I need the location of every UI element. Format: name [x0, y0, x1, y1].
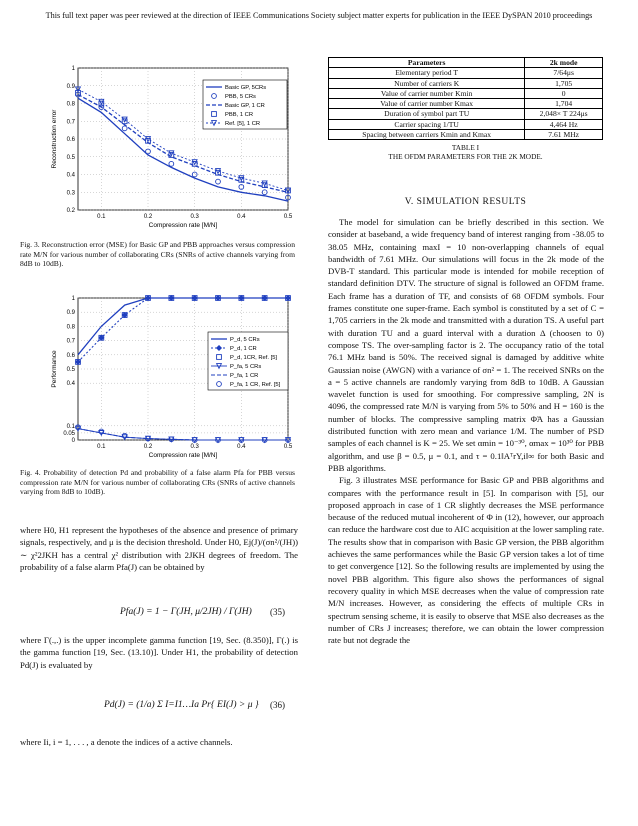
equation-36-number: (36) [270, 700, 285, 710]
table-row [329, 78, 603, 88]
table-cell: Duration of symbol part TU [329, 109, 525, 119]
equation-35: Pfa(J) = 1 − Γ(JH, μ/2JH) / Γ(JH) [120, 607, 252, 617]
table-cell: 4,464 Hz [525, 119, 603, 129]
legend-label: PBB, 5 CRs [225, 94, 256, 100]
right-column-text [328, 216, 604, 646]
y-tick-label: 0.5 [66, 367, 75, 373]
y-tick-label: 0.6 [66, 352, 75, 359]
legend-label: Basic GP, 5CRs [225, 85, 267, 91]
legend-label: PBB, 1 CR [225, 112, 254, 118]
figure-4-chart [18, 290, 298, 460]
table-caption-number: TABLE I [451, 143, 480, 152]
y-tick-label: 0.9 [66, 83, 75, 90]
legend-label: P_d, 5 CRs [230, 337, 260, 343]
x-tick-label: 0.3 [190, 214, 199, 220]
left-paragraph-1: where H0, H1 represent the hypotheses of the absence and presence of primary signals, respectively, and μ is the decision threshold. Under H0, Ej(J)/(σn²/(JH)) ∼ χ²2JKH has a central χ² distribution with 2JKH degrees of freedom. The probability of a false alarm Pfa(J) can be obtained by [20, 525, 298, 572]
legend-label: Basic GP, 1 CR [225, 103, 265, 109]
x-axis-label: Compression rate [M/N] [148, 222, 218, 229]
x-tick-label: 0.1 [97, 444, 106, 450]
table-cell: Number of carriers K [329, 78, 525, 88]
table-header: 2k mode [525, 58, 603, 68]
y-tick-label: 0.8 [66, 324, 75, 331]
table-row [329, 130, 603, 140]
y-tick-label: 0.05 [63, 430, 75, 437]
right-paragraph-2: Fig. 3 illustrates MSE performance for Basic GP and PBB algorithms and compares with the performance result in [5]. In comparison with [5], our proposed approach in case of 1 CR slightly decreases the MSE performance because of the reduced mutual incoherent of Φ in (12), however, our approach can reduce the hardware cost due to AIC acquisition at the lower sampling rate. The results show that in comparison with Basic GP version, the PBB algorithm achieves the same performances while the Basic GP version takes a lot of time to get convergence [12]. So the following results are implemented by using the novel PBB algorithm. This figure also shows the performances of signal recovery quality in which MSE decreases when the value of compression rate M/N increases. However, as considering the effects of multiple CRs in spectrum sensing scheme, it is easily to observe that MSE also decreases as the number of CRs J increases; therefore, we can obtain the lower compression rate but not degrade the [328, 475, 604, 646]
page-header: This full text paper was peer reviewed at the direction of IEEE Communications Society subject matter experts for publication in the IEEE DySPAN 2010 proceedings [45, 11, 593, 20]
table-cell: Carrier spacing 1/TU [329, 119, 525, 129]
table-cell: Value of carrier number Kmax [329, 99, 525, 109]
table-cell: 7.61 MHz [525, 130, 603, 140]
legend-label: P_fa, 1 CR, Ref. [5] [230, 382, 281, 388]
table-row [329, 109, 603, 119]
equation-36: Pd(J) = (1/a) Σ I=I1…Ia Pr{ EI(J) > μ } [104, 700, 259, 710]
table-cell: 1,704 [525, 99, 603, 109]
y-tick-label: 0.5 [66, 154, 75, 161]
x-tick-label: 0.2 [143, 214, 153, 220]
x-tick-label: 0.2 [143, 444, 153, 450]
x-tick-label: 0.4 [237, 214, 246, 220]
figure-3-chart [18, 60, 298, 230]
y-tick-label: 0.1 [66, 423, 75, 430]
left-paragraph-3: where Ii, i = 1, . . . , a denote the indices of a active channels. [20, 737, 233, 747]
equation-35-number: (35) [270, 607, 285, 617]
y-tick-label: 0.3 [66, 190, 75, 197]
x-tick-label: 0.5 [283, 444, 293, 450]
legend-label: P_d, 1 CR [230, 346, 257, 352]
y-tick-label: 0.2 [66, 208, 75, 214]
y-tick-label: 0.4 [66, 172, 75, 179]
legend-label: P_fa, 5 CRs [230, 364, 262, 370]
table-row [329, 68, 603, 78]
ofdm-parameters-table [328, 57, 603, 140]
table-header: Parameters [329, 58, 525, 68]
x-tick-label: 0.5 [283, 214, 293, 220]
table-row [329, 119, 603, 129]
y-tick-label: 0.8 [66, 101, 75, 108]
y-tick-label: 0.9 [66, 310, 75, 317]
right-paragraph-1: The model for simulation can be briefly described in this section. We consider at baseband, a wide frequency band of interest ranging from -38.05 to 38.05 MHz, containing maxI = 10 non-overlapping channels of equal bandwidth of 7.61 MHz. Our simulations will focus in the 2k mode of the DVB-T standard. This particular mode is intended for mobile reception of standard definition DTV. The structure of signal is followed an OFDM frame. Each frame has a duration of TF, and consists of 68 OFDM symbols. Four frames constitute one super-frame. Each symbol is constituted by a set of C = 1,705 carriers in the 2k mode and transmitted with a duration TS. A useful part with duration TU and a guard interval with a duration Δ (choosen to 0) compose TS. The over-sampling factor is 2. The occupancy ratio of the total 76.1 MHz band is 50%. The received signal is damaged by additive white Gaussian noise (AWGN) with a variance of σn² = 1. The received SNRs on the a = 5 active channels are randomly varying from 8dB to 10dB. A Gaussian wavelet function is used for smoothing. For compressive sampling, 2N is 4096, the compressed rate M/N is varying from 5% to 50% and H = 160 is the number of blocks. The compressive sampling matrix Φ̃A has a Gaussian distributed function with zero mean and variance 1/M. The number of PSD samples of each channel is K = 25. We set αmin = 10⁻³⁰, αmax = 10³⁰ for PBB algorithm, and use β = 0.5, μ = 0.1, and τ = 0.1‖AᵀrY,i‖∞ for both Basic and PBB algorithms. [328, 217, 604, 473]
table-caption-text: THE OFDM PARAMETERS FOR THE 2K MODE. [388, 152, 543, 161]
table-cell: Value of carrier number Kmin [329, 88, 525, 98]
y-tick-label: 0.7 [66, 338, 75, 345]
y-tick-label: 0.6 [66, 137, 75, 143]
figure-4-caption: Fig. 4. Probability of detection Pd and probability of a false alarm Pfa for PBB versus compression rate M/N for various number of collaborating CRs (SNRs of active channels varying from 8dB to 10dB). [20, 468, 295, 497]
y-tick-label: 0.4 [66, 381, 75, 388]
legend-label: P_d, 1CR, Ref. [5] [230, 355, 278, 361]
legend-label: Ref. [5], 1 CR [225, 121, 261, 127]
y-tick-label: 1 [71, 296, 75, 302]
table-row [329, 99, 603, 109]
y-axis-label: Reconstruction error [51, 109, 58, 169]
figure-3-caption: Fig. 3. Reconstruction error (MSE) for Basic GP and PBB approaches versus compression rate M/N for various number of collaborating CRs (SNRs of active channels varying from 8dB to 10dB). [20, 240, 295, 269]
y-tick-label: 0 [71, 438, 75, 444]
table-cell: 7/64μs [525, 68, 603, 78]
legend-label: P_fa, 1 CR [230, 373, 259, 379]
x-tick-label: 0.4 [237, 444, 246, 450]
x-tick-label: 0.3 [190, 444, 199, 450]
y-axis-label: Performance [51, 350, 58, 388]
y-tick-label: 1 [71, 66, 75, 72]
table-cell: Spacing between carriers Kmin and Kmax [329, 130, 525, 140]
table-cell: 0 [525, 88, 603, 98]
table-cell: 1,705 [525, 78, 603, 88]
table-cell: Elementary period T [329, 68, 525, 78]
x-axis-label: Compression rate [M/N] [148, 452, 218, 459]
table-cell: 2,048× T 224μs [525, 109, 603, 119]
left-paragraph-2: where Γ(.,.) is the upper incomplete gamma function [19, Sec. (8.350)], Γ(.) is the gamma function [19, Sec. (13.10)]. Under H1, the probability of detection Pd(J) is evaluated by [20, 635, 298, 670]
x-tick-label: 0.1 [97, 214, 106, 220]
table-row [329, 88, 603, 98]
section-title: V. SIMULATION RESULTS [404, 197, 527, 207]
y-tick-label: 0.7 [66, 119, 75, 126]
